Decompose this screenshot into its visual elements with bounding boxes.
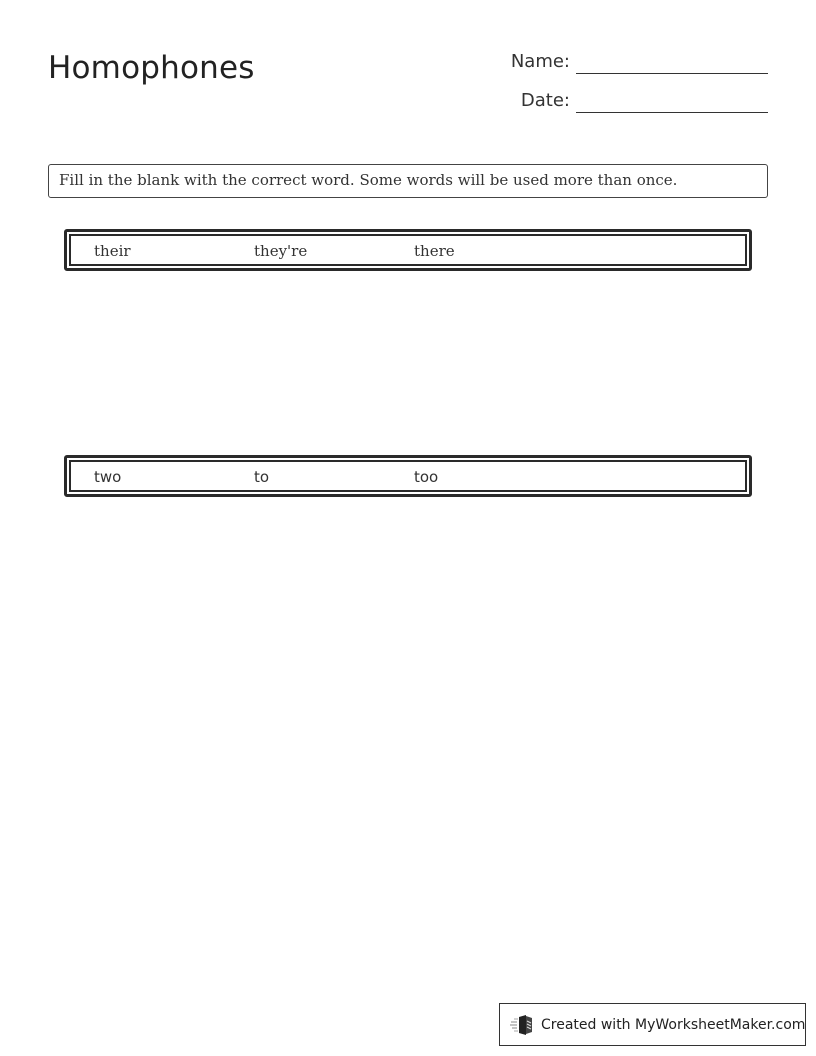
word-bank-2-inner [69,460,747,492]
date-blank-line[interactable] [576,90,768,113]
date-label: Date: [520,90,570,111]
worksheet-title: Homophones [48,50,255,86]
name-blank-line[interactable] [576,51,768,74]
word-bank-word: too [414,468,439,486]
word-bank-word: their [94,242,131,260]
word-bank-word: to [254,468,270,486]
footer-credit-text: Created with MyWorksheetMaker.com [541,1016,806,1033]
word-bank-1 [64,229,752,271]
word-bank-1-inner [69,234,747,266]
word-bank-word: two [94,468,122,486]
worksheet-logo-icon [510,1014,536,1036]
instructions-box: Fill in the blank with the correct word. Some words will be used more than once. [48,164,768,198]
name-field-row [500,50,768,74]
word-bank-2 [64,455,752,497]
date-field-row [500,89,768,113]
name-label: Name: [510,51,570,72]
word-bank-word: they're [254,242,308,260]
word-bank-word: there [414,242,455,260]
footer-badge[interactable] [499,1003,806,1046]
